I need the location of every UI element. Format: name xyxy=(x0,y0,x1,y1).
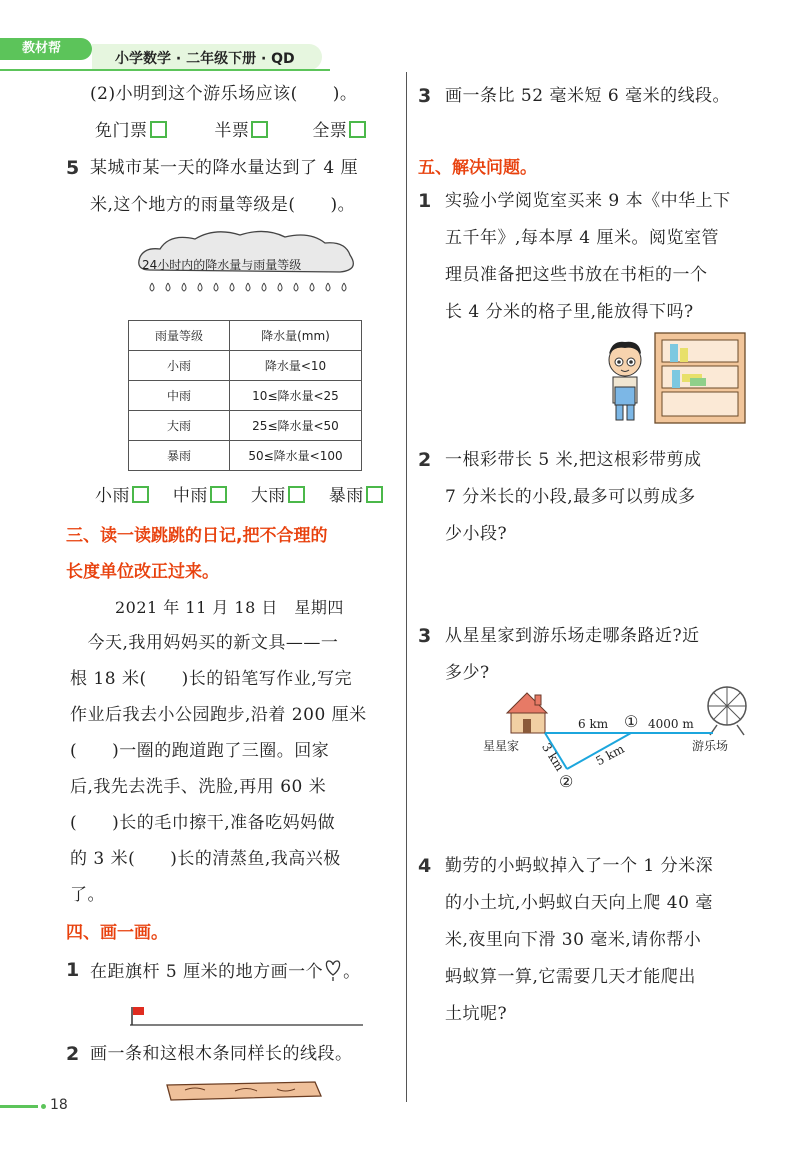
table-row xyxy=(129,411,362,441)
rain-option[interactable]: 暴雨 xyxy=(329,486,383,506)
route-2-marker: ② xyxy=(559,772,574,791)
table-row xyxy=(129,381,362,411)
header-underline xyxy=(0,69,330,71)
header-title: 小学数学 · 二年级下册 · QD xyxy=(115,51,295,67)
p1-line: 理员准备把这些书放在书柜的一个 xyxy=(445,265,708,285)
table-row xyxy=(129,351,362,381)
p1-line: 长 4 分米的格子里,能放得下吗? xyxy=(445,302,694,322)
table-row xyxy=(129,441,362,471)
table-header-row xyxy=(129,321,362,351)
table-cell: 50≤降水量<100 xyxy=(230,441,362,471)
diary-line: 的 3 米( )长的清蒸鱼,我高兴极 xyxy=(70,849,341,869)
checkbox[interactable] xyxy=(349,121,366,138)
section3-title-line2: 长度单位改正过来。 xyxy=(66,562,219,582)
diary-line: ( )长的毛巾擦干,准备吃妈妈做 xyxy=(70,813,336,833)
diary-line: 后,我先去洗手、洗脸,再用 60 米 xyxy=(70,777,327,797)
diary-line: 根 18 米( )长的铅笔写作业,写完 xyxy=(70,669,353,689)
table-header: 雨量等级 xyxy=(129,321,230,351)
p4-line: 的小土坑,小蚂蚁白天向上爬 40 毫 xyxy=(445,893,713,913)
map-distance-5km: 5 km xyxy=(593,741,627,769)
table-cell: 10≤降水量<25 xyxy=(230,381,362,411)
draw3-text: 画一条比 52 毫米短 6 毫米的线段。 xyxy=(445,86,731,106)
checkbox[interactable] xyxy=(251,121,268,138)
p4-line: 土坑呢? xyxy=(445,1004,508,1024)
q2-line: (2)小明到这个游乐场应该( )。 xyxy=(90,84,358,104)
flagpole-figure xyxy=(120,1004,365,1028)
header-tab: 教材帮 xyxy=(0,38,92,60)
checkbox[interactable] xyxy=(150,121,167,138)
boy-and-bookcase-illustration xyxy=(600,330,750,425)
wood-stick-figure xyxy=(165,1080,325,1102)
q5-number: 5 xyxy=(66,157,80,179)
p4-number: 4 xyxy=(418,855,432,877)
section5-title: 五、解决问题。 xyxy=(418,158,537,178)
p2-line: 7 分米长的小段,最多可以剪成多 xyxy=(445,487,696,507)
rain-level-table xyxy=(128,320,362,471)
diary-line: ( )一圈的跑道跑了三圈。回家 xyxy=(70,741,330,761)
checkbox[interactable] xyxy=(366,486,383,503)
rain-options xyxy=(95,485,383,507)
ticket-options xyxy=(95,120,366,142)
ticket-option-full[interactable]: 全票 xyxy=(312,121,366,141)
draw1-line xyxy=(90,959,361,983)
checkbox[interactable] xyxy=(210,486,227,503)
draw2-number: 2 xyxy=(66,1043,80,1065)
checkbox[interactable] xyxy=(288,486,305,503)
p3-line: 从星星家到游乐场走哪条路近?近 xyxy=(445,626,700,646)
heart-icon xyxy=(323,959,343,981)
diary-line: 作业后我去小公园跑步,沿着 200 厘米 xyxy=(70,705,367,725)
q5-line1: 某城市某一天的降水量达到了 4 厘 xyxy=(90,158,359,178)
p2-line: 少小段? xyxy=(445,524,508,544)
table-cell: 中雨 xyxy=(129,381,230,411)
map-home-label: 星星家 xyxy=(483,739,520,753)
p3-line: 多少? xyxy=(445,663,490,683)
table-header: 降水量(mm) xyxy=(230,321,362,351)
p4-line: 勤劳的小蚂蚁掉入了一个 1 分米深 xyxy=(445,856,714,876)
table-cell: 小雨 xyxy=(129,351,230,381)
draw3-number: 3 xyxy=(418,85,432,107)
ticket-option-free[interactable]: 免门票 xyxy=(95,121,167,141)
draw2-text: 画一条和这根木条同样长的线段。 xyxy=(90,1044,353,1064)
column-divider xyxy=(406,72,407,1102)
section4-title: 四、画一画。 xyxy=(66,923,168,943)
table-cell: 暴雨 xyxy=(129,441,230,471)
diary-line: 了。 xyxy=(70,885,105,905)
map-distance-4000m: 4000 m xyxy=(648,717,694,731)
route-map xyxy=(495,683,775,798)
route-1-marker: ① xyxy=(624,712,639,731)
table-cell: 25≤降水量<50 xyxy=(230,411,362,441)
draw1-text: 在距旗杆 5 厘米的地方画一个 xyxy=(90,962,324,982)
diary-date: 2021 年 11 月 18 日 星期四 xyxy=(115,598,344,617)
p2-number: 2 xyxy=(418,449,432,471)
map-distance-6km: 6 km xyxy=(578,717,609,731)
diary-line: 今天,我用妈妈买的新文具——一 xyxy=(70,633,339,653)
rain-option[interactable]: 小雨 xyxy=(95,486,149,506)
rain-option[interactable]: 中雨 xyxy=(173,486,227,506)
footer-dot xyxy=(41,1104,46,1109)
page-number: 18 xyxy=(50,1097,68,1113)
map-park-label: 游乐场 xyxy=(692,739,729,753)
p4-line: 蚂蚁算一算,它需要几天才能爬出 xyxy=(445,967,696,987)
cloud-title: 24小时内的降水量与雨量等级 xyxy=(142,258,302,272)
map-distance-3km: 3 km xyxy=(539,740,567,774)
ticket-option-half[interactable]: 半票 xyxy=(214,121,268,141)
rain-option[interactable]: 大雨 xyxy=(251,486,305,506)
p2-line: 一根彩带长 5 米,把这根彩带剪成 xyxy=(445,450,702,470)
table-cell: 大雨 xyxy=(129,411,230,441)
checkbox[interactable] xyxy=(132,486,149,503)
section3-title-line1: 三、读一读跳跳的日记,把不合理的 xyxy=(66,526,328,546)
draw1-end: 。 xyxy=(343,962,361,982)
p4-line: 米,夜里向下滑 30 毫米,请你帮小 xyxy=(445,930,702,950)
table-cell: 降水量<10 xyxy=(230,351,362,381)
p1-line: 实验小学阅览室买来 9 本《中华上下 xyxy=(445,191,731,211)
p1-line: 五千年》,每本厚 4 厘米。阅览室管 xyxy=(445,228,720,248)
draw1-number: 1 xyxy=(66,959,80,981)
p1-number: 1 xyxy=(418,190,432,212)
p3-number: 3 xyxy=(418,625,432,647)
q5-line2: 米,这个地方的雨量等级是( )。 xyxy=(90,195,356,215)
footer-line xyxy=(0,1105,38,1108)
